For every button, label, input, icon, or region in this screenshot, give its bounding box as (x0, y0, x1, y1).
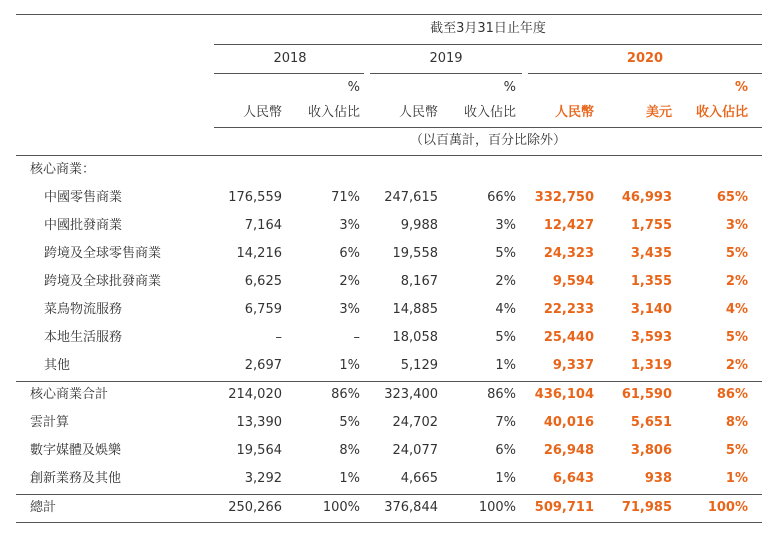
row-label: 雲計算 (30, 415, 70, 430)
col-label-2018-pct: 收入佔比 (307, 105, 360, 120)
cell-c2018-rmb: 19,564 (236, 443, 282, 458)
cell-c2020-pct: 1% (725, 471, 748, 486)
cell-c2020-usd: 61,590 (621, 387, 672, 402)
cell-c2019-rmb: 376,844 (384, 500, 438, 515)
cell-c2018-rmb: 2,697 (244, 358, 282, 373)
cell-c2019-pct: 1% (495, 358, 516, 373)
cell-c2018-pct: 100% (322, 500, 360, 515)
cell-c2020-pct: 4% (725, 302, 748, 317)
cell-c2018-pct: 3% (339, 218, 360, 233)
cell-c2019-pct: 66% (487, 190, 516, 205)
cell-c2019-pct: 100% (478, 500, 516, 515)
cell-c2018-rmb: 3,292 (244, 471, 282, 486)
cell-c2020-rmb: 436,104 (534, 387, 594, 402)
cell-c2018-pct: 5% (339, 415, 360, 430)
subtotal-rule (16, 381, 762, 382)
period-heading: 截至3月31日止年度 (430, 21, 546, 36)
col-label-2020-usd: 美元 (645, 105, 672, 120)
cell-c2018-rmb: – (275, 330, 282, 345)
cell-c2020-usd: 46,993 (621, 190, 672, 205)
row-label: 跨境及全球零售商業 (44, 246, 162, 261)
cell-c2020-usd: 3,593 (630, 330, 672, 345)
row-label: 核心商業合計 (30, 387, 109, 402)
cell-c2019-rmb: 14,885 (392, 302, 438, 317)
section-label-core-commerce: 核心商業： (30, 162, 96, 177)
row-label: 跨境及全球批發商業 (44, 274, 162, 289)
cell-c2020-pct: 65% (716, 190, 748, 205)
year-2018: 2018 (273, 51, 307, 66)
cell-c2020-pct: 8% (725, 415, 748, 430)
year-2018-rule (214, 73, 364, 74)
cell-c2019-pct: 2% (495, 274, 516, 289)
top-rule (16, 14, 762, 15)
cell-c2019-pct: 86% (487, 387, 516, 402)
pct-symbol-2019: % (503, 80, 516, 95)
cell-c2018-pct: 71% (331, 190, 360, 205)
year-2019: 2019 (429, 51, 463, 66)
col-label-2019-pct: 收入佔比 (463, 105, 516, 120)
cell-c2018-pct: 2% (339, 274, 360, 289)
cell-c2019-pct: 4% (495, 302, 516, 317)
cell-c2019-pct: 5% (495, 330, 516, 345)
cell-c2020-pct: 86% (716, 387, 748, 402)
cell-c2019-rmb: 247,615 (384, 190, 438, 205)
cell-c2019-pct: 6% (495, 443, 516, 458)
cell-c2018-rmb: 7,164 (244, 218, 282, 233)
cell-c2018-rmb: 6,759 (244, 302, 282, 317)
cell-c2020-rmb: 40,016 (543, 415, 594, 430)
cell-c2020-rmb: 6,643 (552, 471, 594, 486)
row-label: 菜鳥物流服務 (44, 302, 123, 317)
cell-c2020-usd: 938 (644, 471, 672, 486)
cell-c2018-pct: 1% (339, 358, 360, 373)
cell-c2019-rmb: 9,988 (400, 218, 438, 233)
cell-c2020-pct: 5% (725, 246, 748, 261)
cell-c2020-rmb: 25,440 (543, 330, 594, 345)
year-2019-rule (370, 73, 522, 74)
cell-c2018-rmb: 6,625 (244, 274, 282, 289)
cell-c2020-pct: 2% (725, 274, 748, 289)
total-rule (16, 494, 762, 495)
cell-c2020-pct: 2% (725, 358, 748, 373)
cell-c2019-pct: 7% (495, 415, 516, 430)
cell-c2020-rmb: 22,233 (543, 302, 594, 317)
cell-c2019-rmb: 24,077 (392, 443, 438, 458)
cell-c2020-pct: 100% (707, 500, 748, 515)
cell-c2018-pct: – (353, 330, 360, 345)
cell-c2019-rmb: 18,058 (392, 330, 438, 345)
cell-c2019-rmb: 5,129 (400, 358, 438, 373)
cell-c2019-rmb: 323,400 (384, 387, 438, 402)
col-label-2020-pct: 收入佔比 (695, 105, 748, 120)
row-label: 中國批發商業 (44, 218, 123, 233)
cell-c2020-rmb: 509,711 (534, 500, 594, 515)
cell-c2020-pct: 3% (725, 218, 748, 233)
cell-c2020-usd: 5,651 (630, 415, 672, 430)
row-label: 其他 (44, 358, 71, 373)
cell-c2020-usd: 3,435 (630, 246, 672, 261)
pct-symbol-2018: % (347, 80, 360, 95)
pct-symbol-2020: % (734, 80, 748, 95)
cell-c2019-rmb: 24,702 (392, 415, 438, 430)
col-label-2018-rmb: 人民幣 (242, 105, 282, 120)
cell-c2018-rmb: 14,216 (236, 246, 282, 261)
cell-c2020-usd: 1,355 (630, 274, 672, 289)
header-bottom-rule (16, 155, 762, 156)
cell-c2018-rmb: 176,559 (228, 190, 282, 205)
cell-c2020-rmb: 24,323 (543, 246, 594, 261)
cell-c2018-pct: 86% (331, 387, 360, 402)
cell-c2019-rmb: 4,665 (400, 471, 438, 486)
unit-note: （以百萬計，百分比除外） (409, 133, 566, 148)
cell-c2018-rmb: 214,020 (228, 387, 282, 402)
cell-c2020-usd: 3,140 (630, 302, 672, 317)
cell-c2020-usd: 1,319 (630, 358, 672, 373)
cell-c2018-pct: 3% (339, 302, 360, 317)
row-label: 本地生活服務 (44, 330, 123, 345)
cell-c2018-rmb: 250,266 (228, 500, 282, 515)
cell-c2020-usd: 1,755 (630, 218, 672, 233)
col-label-2020-rmb: 人民幣 (554, 105, 594, 120)
period-rule (214, 44, 762, 45)
cell-c2019-rmb: 8,167 (400, 274, 438, 289)
cell-c2019-pct: 1% (495, 471, 516, 486)
year-2020-rule (528, 73, 762, 74)
cell-c2018-pct: 1% (339, 471, 360, 486)
cell-c2020-pct: 5% (725, 330, 748, 345)
cell-c2020-usd: 71,985 (621, 500, 672, 515)
cell-c2018-pct: 8% (339, 443, 360, 458)
cell-c2019-rmb: 19,558 (392, 246, 438, 261)
row-label: 總計 (30, 500, 57, 515)
col-label-2019-rmb: 人民幣 (398, 105, 438, 120)
cell-c2020-usd: 3,806 (630, 443, 672, 458)
year-2020: 2020 (626, 51, 664, 66)
cell-c2018-pct: 6% (339, 246, 360, 261)
cell-c2018-rmb: 13,390 (236, 415, 282, 430)
row-label: 中國零售商業 (44, 190, 123, 205)
header-rule (214, 127, 762, 128)
cell-c2019-pct: 5% (495, 246, 516, 261)
bottom-rule (16, 522, 762, 523)
row-label: 創新業務及其他 (30, 471, 122, 486)
cell-c2020-pct: 5% (725, 443, 748, 458)
cell-c2020-rmb: 9,594 (552, 274, 594, 289)
row-label: 數字媒體及娛樂 (30, 443, 122, 458)
cell-c2020-rmb: 26,948 (543, 443, 594, 458)
cell-c2020-rmb: 9,337 (552, 358, 594, 373)
cell-c2020-rmb: 12,427 (543, 218, 594, 233)
cell-c2020-rmb: 332,750 (534, 190, 594, 205)
cell-c2019-pct: 3% (495, 218, 516, 233)
